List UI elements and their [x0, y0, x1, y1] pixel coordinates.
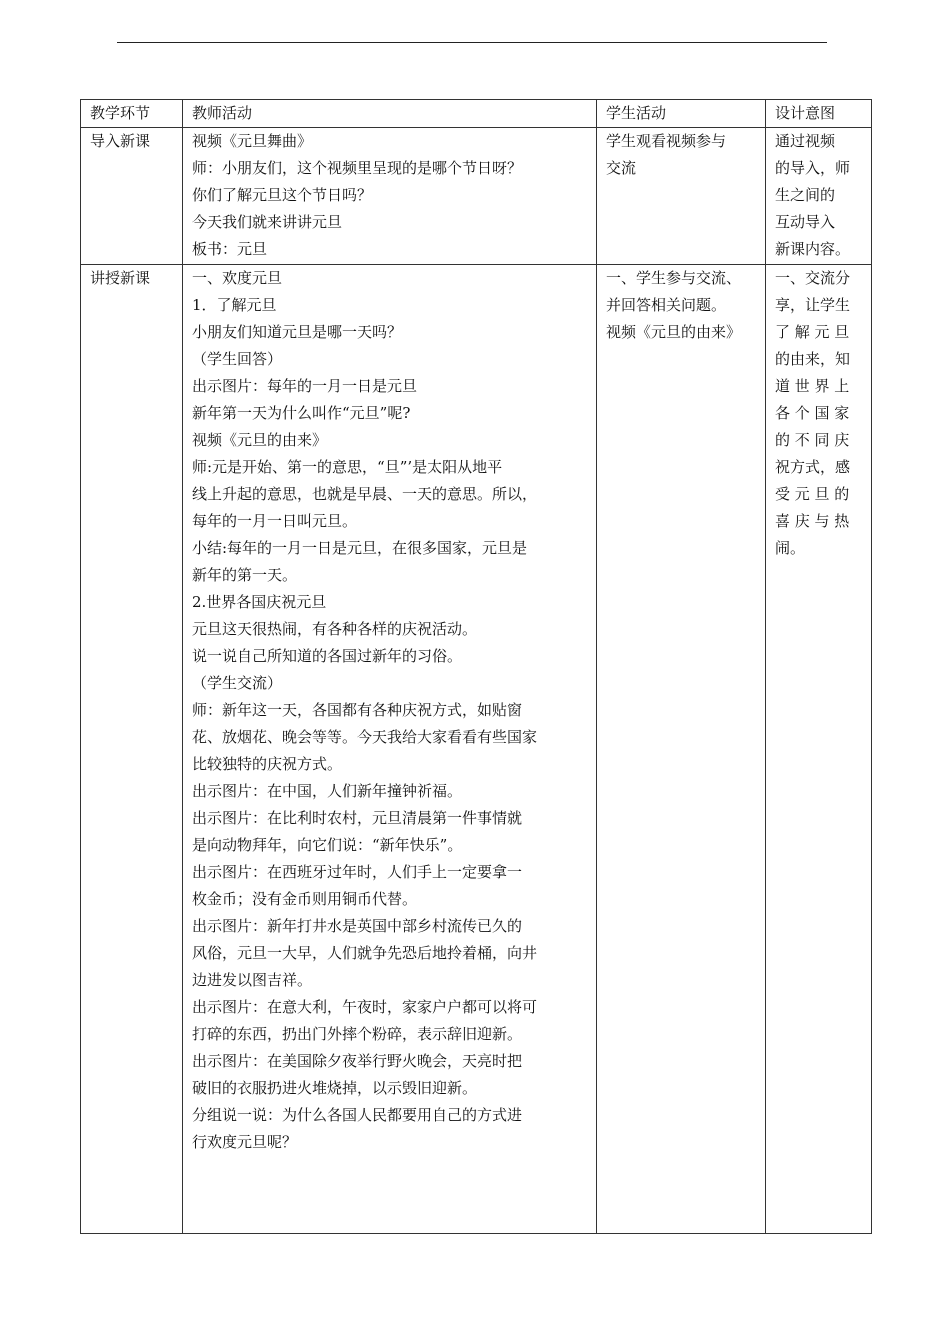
table-row-teaching — [81, 265, 872, 1234]
design-text-line: 闹。 — [775, 539, 806, 557]
teacher-text-line: 视频《元旦舞曲》 — [192, 132, 313, 150]
teacher-text-line: 比较独特的庆祝方式。 — [192, 755, 343, 773]
teacher-text-line: 风俗，元旦一大早，人们就争先恐后地拎着桶，向井 — [192, 944, 538, 962]
student-text-line: 交流 — [606, 159, 637, 177]
table-row-intro — [81, 128, 872, 265]
teacher-text-line: 一、欢度元旦 — [192, 269, 283, 287]
student-text-line: 一、学生参与交流、 — [606, 269, 742, 287]
student-text-line: 视频《元旦的由来》 — [606, 323, 742, 341]
teacher-text-line: 师:元是开始、第一的意思，“旦”’是太阳从地平 — [192, 458, 503, 476]
design-text-line: 各 个 国 家 — [775, 404, 850, 422]
design-text-line: 祝方式，感 — [775, 458, 851, 476]
teacher-text-line: 出示图片：在美国除夕夜举行野火晚会，天亮时把 — [192, 1052, 523, 1070]
teacher-text-line: 出示图片：在西班牙过年时，人们手上一定要拿一 — [192, 863, 523, 881]
stage-cell: 讲授新课 — [81, 265, 183, 1234]
teacher-text-line: 线上升起的意思，也就是早晨、一天的意思。所以， — [192, 485, 538, 503]
design-text-line: 的导入，师 — [775, 159, 851, 177]
header-design-intent: 设计意图 — [766, 100, 872, 128]
teacher-text-line: 师：新年这一天，各国都有各种庆祝方式，如贴窗 — [192, 701, 523, 719]
teacher-text-line: 打碎的东西，扔出门外摔个粉碎，表示辞旧迎新。 — [192, 1025, 523, 1043]
teacher-text-line: 是向动物拜年，向它们说：“新年快乐”。 — [192, 836, 463, 854]
teacher-text-line: 分组说一说：为什么各国人民都要用自己的方式进 — [192, 1106, 523, 1124]
student-text-line: 并回答相关问题。 — [606, 296, 727, 314]
teacher-text-line: 视频《元旦的由来》 — [192, 431, 328, 449]
student-text-line: 学生观看视频参与 — [606, 132, 727, 150]
teacher-text-line: 出示图片：每年的一月一日是元旦 — [192, 377, 418, 395]
design-text-line: 受 元 旦 的 — [775, 485, 850, 503]
teacher-text-line: 新年第一天为什么叫作“元旦”呢? — [192, 404, 411, 422]
design-text-line: 了 解 元 旦 — [775, 323, 850, 341]
teacher-text-line: 枚金币；没有金币则用铜币代替。 — [192, 890, 418, 908]
table-header-row — [81, 100, 872, 128]
teacher-text-line: 你们了解元旦这个节日吗？ — [192, 186, 373, 204]
student-activity-cell — [597, 265, 766, 1234]
teacher-text-line: 边进发以图吉祥。 — [192, 971, 313, 989]
teacher-text-line: 新年的第一天。 — [192, 566, 298, 584]
teacher-text-line: 每年的一月一日叫元旦。 — [192, 512, 358, 530]
teacher-text-line: 板书：元旦 — [192, 240, 268, 258]
lesson-plan-table — [80, 99, 872, 1234]
design-text-line: 的由来，知 — [775, 350, 851, 368]
teacher-text-line: 说一说自己所知道的各国过新年的习俗。 — [192, 647, 463, 665]
header-rule — [117, 42, 827, 43]
teacher-text-line: 出示图片：在意大利，午夜时，家家户户都可以将可 — [192, 998, 538, 1016]
teacher-text-line: 出示图片：新年打井水是英国中部乡村流传已久的 — [192, 917, 523, 935]
teacher-text-line: 出示图片：在中国，人们新年撞钟祈福。 — [192, 782, 463, 800]
design-intent-cell — [766, 265, 872, 1234]
teacher-text-line: 小结:每年的一月一日是元旦，在很多国家，元旦是 — [192, 539, 528, 557]
teacher-text-line: 师：小朋友们，这个视频里呈现的是哪个节日呀？ — [192, 159, 523, 177]
design-text-line: 一、交流分 — [775, 269, 851, 287]
teacher-text-line: 破旧的衣服扔进火堆烧掉，以示毁旧迎新。 — [192, 1079, 478, 1097]
header-stage: 教学环节 — [81, 100, 183, 128]
design-text-line: 互动导入 — [775, 213, 836, 231]
design-text-line: 生之间的 — [775, 186, 836, 204]
teacher-activity-cell — [183, 265, 597, 1234]
teacher-text-line: （学生交流） — [192, 674, 283, 692]
teacher-text-line: 花、放烟花、晚会等等。今天我给大家看看有些国家 — [192, 728, 538, 746]
teacher-text-line: 今天我们就来讲讲元旦 — [192, 213, 343, 231]
student-activity-cell — [597, 128, 766, 265]
design-text-line: 道 世 界 上 — [775, 377, 850, 395]
teacher-text-line: 2.世界各国庆祝元旦 — [192, 593, 327, 611]
header-student-activity: 学生活动 — [597, 100, 766, 128]
teacher-text-line: 元旦这天很热闹，有各种各样的庆祝活动。 — [192, 620, 478, 638]
teacher-text-line: 出示图片：在比利时农村，元旦清晨第一件事情就 — [192, 809, 523, 827]
teacher-activity-cell — [183, 128, 597, 265]
design-text-line: 喜 庆 与 热 — [775, 512, 850, 530]
design-text-line: 新课内容。 — [775, 240, 851, 258]
stage-cell: 导入新课 — [81, 128, 183, 265]
teacher-text-line: （学生回答） — [192, 350, 283, 368]
header-teacher-activity: 教师活动 — [183, 100, 597, 128]
teacher-text-line: 小朋友们知道元旦是哪一天吗？ — [192, 323, 403, 341]
design-text-line: 通过视频 — [775, 132, 836, 150]
teacher-text-line: 1．了解元旦 — [192, 296, 277, 314]
design-text-line: 的 不 同 庆 — [775, 431, 850, 449]
design-intent-cell — [766, 128, 872, 265]
design-text-line: 享，让学生 — [775, 296, 851, 314]
teacher-text-line: 行欢度元旦呢？ — [192, 1133, 298, 1151]
